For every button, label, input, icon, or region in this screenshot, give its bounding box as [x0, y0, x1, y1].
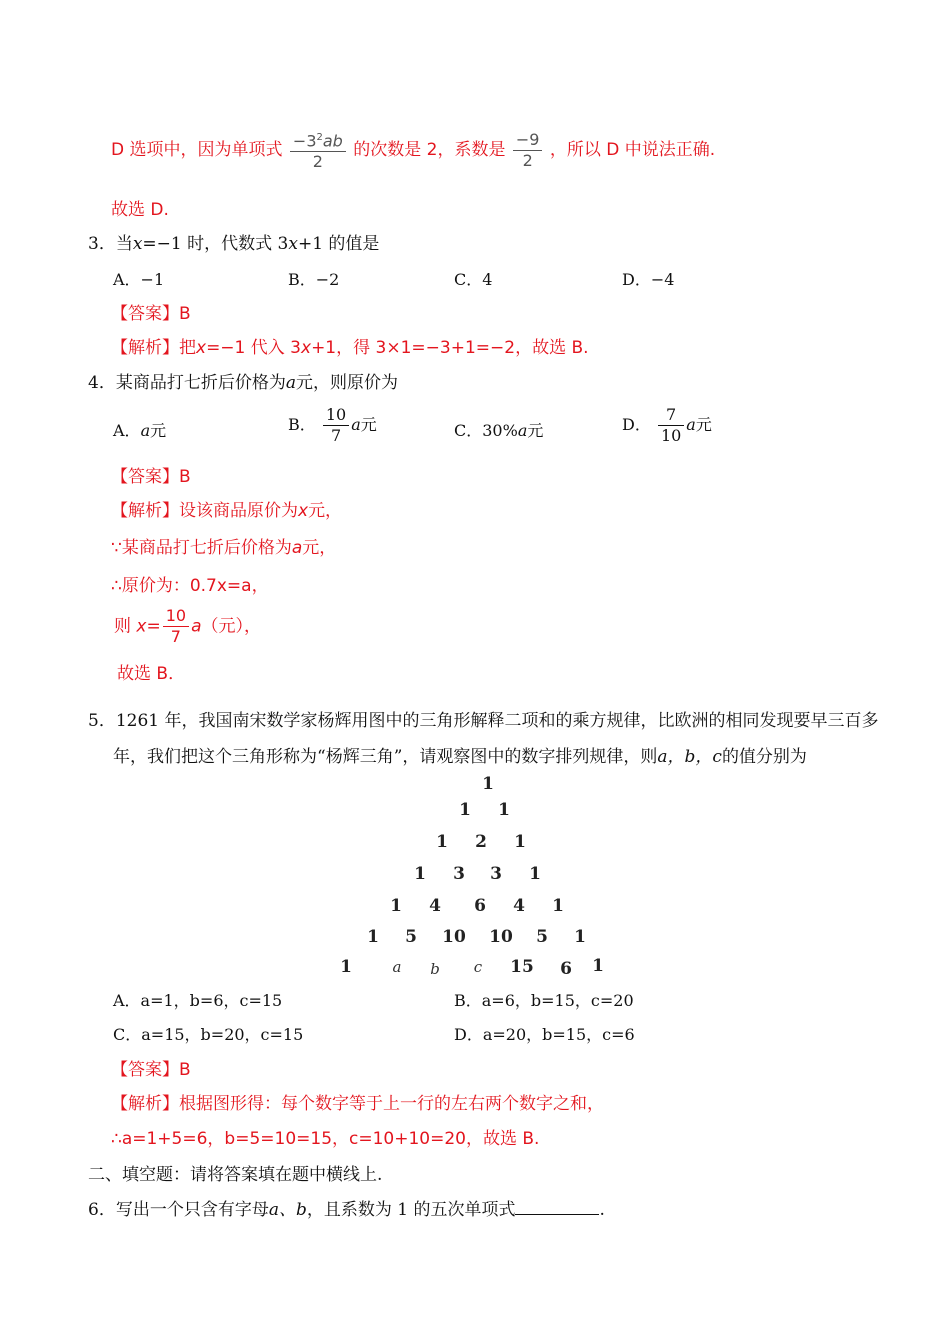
d-conclusion: 故选 D. [111, 200, 169, 220]
triangle-cell: 1 [482, 774, 494, 794]
triangle-cell: 5 [536, 927, 548, 947]
q5-option-c: C．a=15，b=20，c=15 [113, 1025, 304, 1044]
triangle-cell: 1 [574, 927, 586, 947]
triangle-cell: 1 [514, 832, 526, 852]
triangle-cell: 10 [442, 927, 466, 947]
triangle-cell: 1 [498, 800, 510, 820]
q4-answer: 【答案】B [111, 467, 191, 487]
q5-analysis-1: 【解析】根据图形得：每个数字等于上一行的左右两个数字之和， [111, 1094, 604, 1114]
triangle-cell: 6 [474, 896, 486, 916]
triangle-cell: 6 [560, 959, 572, 979]
triangle-cell: 1 [592, 956, 604, 976]
triangle-cell: 10 [489, 927, 513, 947]
triangle-cell-b: b [430, 960, 440, 978]
q4-analysis-5: 故选 B． [117, 664, 186, 684]
q6-stem: 6．写出一个只含有字母a、b，且系数为 1 的五次单项式 . [88, 1200, 605, 1220]
triangle-cell: 5 [405, 927, 417, 947]
triangle-cell: 1 [367, 927, 379, 947]
q3-option-b: B．−2 [288, 270, 340, 289]
q4-option-d: D． $\frac{7}{10}$ a元 [622, 405, 712, 445]
q5-stem-line-1: 5．1261 年，我国南宋数学家杨辉用图中的三角形解释二项和的乘方规律，比欧洲的相同发现要早三百多 [88, 711, 879, 731]
q3-analysis: 【解析】把x=−1 代入 3x+1，得 3×1=−3+1=−2，故选 B. [111, 338, 589, 358]
triangle-cell: 4 [513, 896, 525, 916]
q6-answer-blank[interactable] [515, 1198, 599, 1215]
q4-analysis-4: 则 x= $\frac{10}{7}$ a（元）， [114, 606, 261, 646]
q5-option-b: B．a=6，b=15，c=20 [454, 991, 634, 1010]
q3-option-d: D．−4 [622, 270, 675, 289]
coefficient-fraction: $\frac{-9}{2}$ [513, 130, 543, 171]
triangle-cell: 1 [459, 800, 471, 820]
triangle-cell: 15 [510, 957, 534, 977]
q4-option-b: B． $\frac{10}{7}$ a元 [288, 405, 377, 445]
q5-analysis-2: ∴a=1+5=6，b=5=10=15，c=10+10=20，故选 B. [111, 1129, 540, 1149]
q4-stem: 4．某商品打七折后价格为a元，则原价为 [88, 373, 398, 393]
triangle-cell: 4 [429, 896, 441, 916]
triangle-cell: 3 [453, 864, 465, 884]
q3-answer: 【答案】B [111, 304, 191, 324]
q3-stem: 3．当x=−1 时，代数式 3x+1 的值是 [88, 234, 380, 254]
triangle-cell: 1 [529, 864, 541, 884]
q5-option-a: A．a=1，b=6，c=15 [113, 991, 283, 1010]
q3-option-c: C．4 [454, 270, 493, 289]
q3-option-a: A．−1 [113, 270, 165, 289]
triangle-cell: 1 [340, 957, 352, 977]
triangle-cell: 1 [552, 896, 564, 916]
q5-option-d: D．a=20，b=15，c=6 [454, 1025, 635, 1044]
q4-option-a: A．a元 [113, 421, 167, 440]
triangle-cell-c: c [473, 958, 483, 976]
q4-analysis-1: 【解析】设该商品原价为x元， [111, 501, 343, 521]
triangle-cell: 3 [490, 864, 502, 884]
q4-analysis-3: ∴原价为：0.7x=a， [111, 576, 269, 596]
triangle-cell: 1 [436, 832, 448, 852]
monomial-fraction: $\frac{-3^2ab}{2}$ [290, 128, 346, 172]
q4-analysis-2: ∵某商品打七折后价格为a元， [111, 538, 337, 558]
triangle-cell: 2 [475, 832, 487, 852]
yanghui-triangle-figure [334, 770, 614, 985]
q5-stem-line-2: 年，我们把这个三角形称为“杨辉三角”，请观察图中的数字排列规律，则a，b，c的值分别为 [113, 747, 807, 767]
q4-option-c: C．30%a元 [454, 421, 544, 440]
q5-answer: 【答案】B [111, 1060, 191, 1080]
section-2-heading: 二、填空题：请将答案填在题中横线上. [88, 1165, 383, 1185]
triangle-cell: 1 [390, 896, 402, 916]
d-option-analysis: D 选项中，因为单项式 $\frac{-3^2ab}{2}$ 的次数是 2，系数是 $\frac{-9}{2}$ ，所以 D 中说法正确. [111, 129, 716, 172]
triangle-cell: 1 [414, 864, 426, 884]
triangle-cell-a: a [392, 958, 402, 976]
